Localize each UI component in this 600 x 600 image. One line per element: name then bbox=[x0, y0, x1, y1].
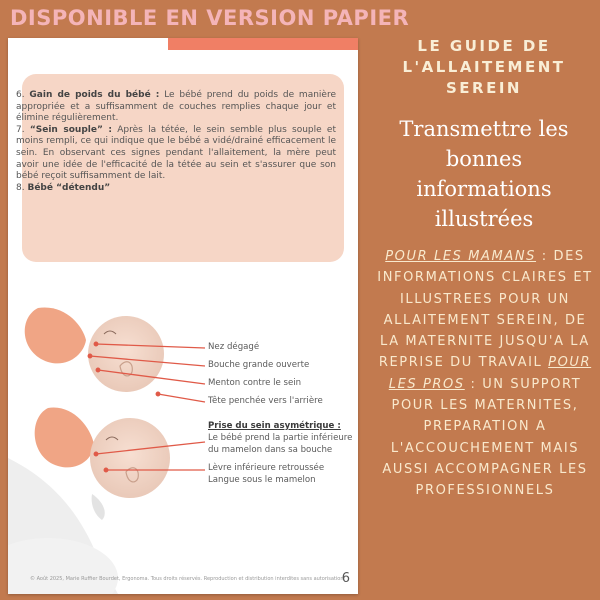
asymmetric-title: Prise du sein asymétrique : bbox=[208, 421, 341, 431]
page-header-accent bbox=[168, 38, 358, 50]
baby-face-shadow bbox=[8, 538, 118, 594]
pointer-nipple-dot bbox=[94, 452, 98, 456]
asymmetric-line-3: Lèvre inférieure retroussée bbox=[208, 463, 325, 473]
item-8-title: Bébé “détendu” bbox=[27, 182, 111, 193]
pointer-lip-dot bbox=[104, 468, 108, 472]
tagline: Transmettre les bonnes informations illustrées bbox=[399, 117, 569, 231]
card-text bbox=[16, 90, 336, 194]
pros-label: POUR LES PROS bbox=[388, 355, 592, 392]
callout-head: Tête penchée vers l'arrière bbox=[208, 396, 323, 406]
pointer-mouth-dot bbox=[88, 354, 92, 358]
item-7-title: “Sein souple” : bbox=[29, 124, 112, 135]
baby-nose-photo bbox=[92, 494, 105, 520]
mamans-text: DES INFORMATIONS CLAIRES ET ILLUSTREES POUR UN ALLAITEMENT SEREIN, DE LA MATERNITE JUSQU'A LA REPRISE DU TRAVAIL bbox=[377, 249, 593, 371]
page-number: 6 bbox=[341, 571, 350, 586]
baby-head-bottom bbox=[90, 418, 170, 498]
item-6-text: Le bébé prend du poids de manière appropriée et a suffisamment de couches remplies chaque jour et élimine régulièrement. bbox=[16, 90, 336, 124]
item-6: 6. Gain de poids du bébé : Le bébé prend du poids de manière appropriée et a suffisamment de couches remplies chaque jour et élimine régulièrement. bbox=[16, 90, 336, 124]
item-7: 7. “Sein souple” : Après la tétée, le sein semble plus souple et moins rempli, ce qui indique que le bébé a vidé/drainé efficacement le sein. En observant ces signes pendant l'allaitement, la mère peut avoir une idée de l'efficacité de la tétée au sein et s'assurer que son bébé reçoit suffisamment de lait. bbox=[16, 124, 336, 182]
asymmetric-line-1: Le bébé prend la partie inférieure bbox=[208, 433, 353, 443]
asymmetric-line-2: du mamelon dans sa bouche bbox=[208, 445, 333, 455]
callout-mouth: Bouche grande ouverte bbox=[208, 360, 310, 370]
page-footer: © Août 2025, Marie Ruffier Bourdet, Ergonoma. Tous droits réservés. Reproduction et distribution interdites sans autorisation. bbox=[30, 576, 346, 582]
guide-title: LE GUIDE DE L'ALLAITEMENT SEREIN bbox=[402, 37, 566, 97]
audience-description: POUR LES MAMANS : DES INFORMATIONS CLAIRES ET ILLUSTREES POUR UN ALLAITEMENT SEREIN, DE LA MATERNITE JUSQU'A LA REPRISE DU TRAVAIL POUR LES PROS : UN SUPPORT POUR LES MATERNITES, PREPARATION A L'ACCOUCHEMENT MAIS AUSSI ACCOMPAGNER LES PROFESSIONNELS bbox=[377, 249, 593, 499]
callout-asymmetric-group bbox=[208, 420, 352, 486]
availability-banner: DISPONIBLE EN VERSION PAPIER bbox=[10, 6, 410, 30]
pointer-head-dot bbox=[156, 392, 160, 396]
item-6-title: Gain de poids du bébé : bbox=[29, 90, 160, 100]
callout-chin: Menton contre le sein bbox=[208, 378, 302, 388]
baby-head-top bbox=[88, 316, 164, 392]
breast-shape-top bbox=[25, 307, 86, 363]
mamans-label: POUR LES MAMANS bbox=[385, 249, 537, 264]
pros-text: UN SUPPORT POUR LES MATERNITES, PREPARATION A L'ACCOUCHEMENT MAIS AUSSI ACCOMPAGNER LES PROFESSIONNELS bbox=[382, 376, 588, 499]
breast-shape-bottom bbox=[35, 408, 94, 468]
pointer-chin-dot bbox=[96, 368, 100, 372]
pointer-head bbox=[158, 394, 205, 402]
guide-page-preview bbox=[8, 38, 358, 594]
item-8: 8. Bébé “détendu” bbox=[16, 182, 111, 193]
item-7-text: Après la tétée, le sein semble plus souple et moins rempli, ce qui indique que le bébé a vidé/drainé efficacement le sein. En observant ces signes pendant l'allaitement, la mère peut avoir une idée de l'efficacité de la tétée au sein et s'assurer que son bébé reçoit suffisamment de lait. bbox=[16, 124, 336, 182]
asymmetric-line-4: Langue sous le mamelon bbox=[208, 475, 316, 485]
callout-nose: Nez dégagé bbox=[208, 342, 260, 352]
pointer-nose-dot bbox=[94, 342, 98, 346]
promo-panel bbox=[368, 0, 600, 600]
